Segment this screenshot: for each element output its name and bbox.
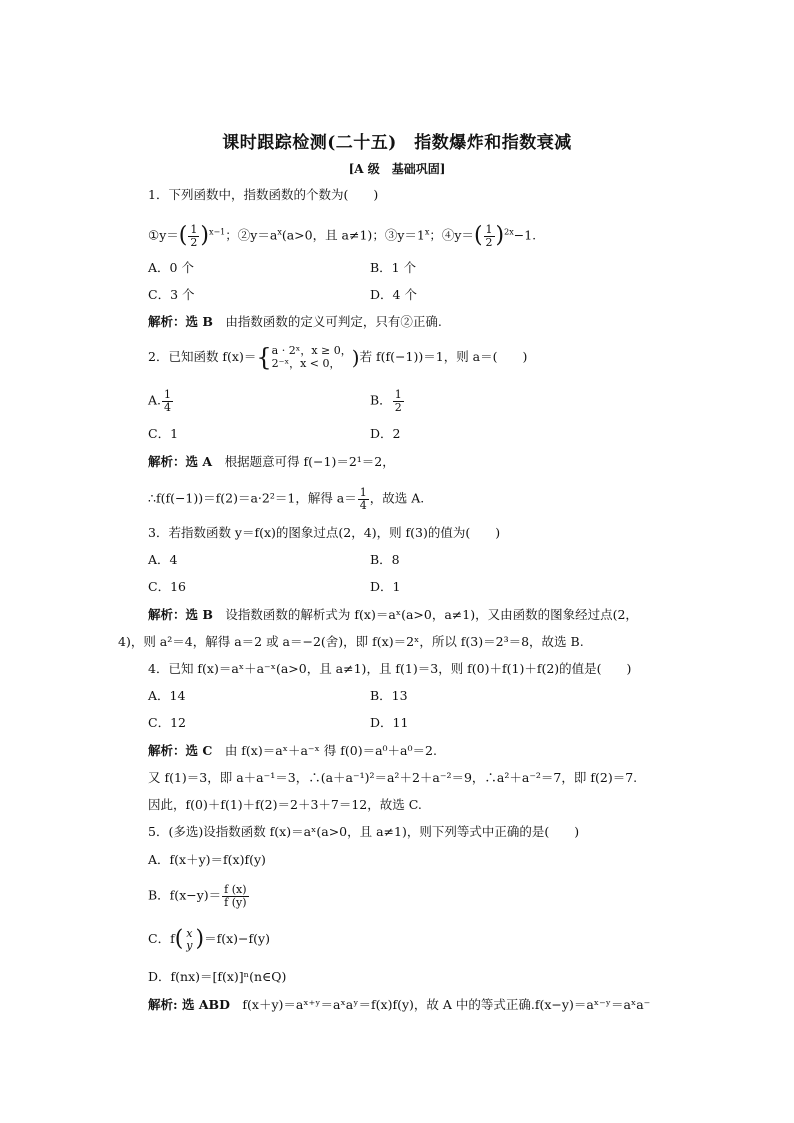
q2-case-1: a · 2ˣ，x ≥ 0， bbox=[271, 344, 352, 357]
paren-close: ) bbox=[200, 223, 209, 249]
q4-option-b: B．13 bbox=[370, 688, 408, 703]
q1-functions bbox=[148, 224, 536, 248]
q1-f1-exponent: x−1 bbox=[208, 227, 226, 237]
solution-label: 解析：选 C bbox=[148, 743, 213, 758]
solution-label: 解析：选 B bbox=[148, 607, 213, 622]
q3-option-a: A．4 bbox=[148, 552, 178, 567]
q4-option-a: A．14 bbox=[148, 688, 186, 703]
q5-stem: 5．(多选)设指数函数 f(x)＝aˣ(a>0，且 a≠1)，则下列等式中正确的是( ) bbox=[148, 824, 580, 839]
q1-f1-prefix: ①y＝ bbox=[148, 227, 179, 243]
paren-open: ( bbox=[174, 926, 184, 952]
q1-sep: ； bbox=[429, 227, 442, 243]
solution-text: 由指数函数的定义可判定，只有②正确. bbox=[212, 314, 442, 329]
q5-option-a: A．f(x＋y)＝f(x)f(y) bbox=[148, 852, 266, 867]
q5-option-b: B．f(x−y)＝ $\frac{f (x)}{f (y)}$ bbox=[148, 883, 247, 909]
q1-option-b: B．1 个 bbox=[370, 260, 417, 275]
q5-option-c: C．f( x y )＝f(x)−f(y) bbox=[148, 926, 270, 952]
q5-solution-line-1: 解析: 选 ABD f(x＋y)＝aˣ⁺ʸ＝aˣaʸ＝f(x)f(y)，故 A 中的等式正确.f(x−y)＝aˣ⁻ʸ＝aˣa⁻ bbox=[148, 997, 651, 1012]
q2-option-b: B． $\frac{1}{2}$ bbox=[370, 388, 402, 414]
q2-stem-suffix: 若 f(f(−1))＝1，则 a＝( ) bbox=[359, 349, 528, 365]
q1-f4-exponent: 2x bbox=[504, 227, 514, 237]
q1-f4-prefix: ④y＝ bbox=[441, 227, 474, 243]
q5-option-d: D．f(nx)＝[f(x)]ⁿ(n∈Q) bbox=[148, 969, 287, 984]
q2-stem-prefix: 2．已知函数 f(x)＝ bbox=[148, 349, 257, 365]
level-heading: [A 级 基础巩固] bbox=[348, 162, 446, 176]
q3-stem: 3．若指数函数 y＝f(x)的图象过点(2，4)，则 f(3)的值为( ) bbox=[148, 525, 501, 540]
q1-f4-fraction: $\frac{1}{2}$ bbox=[485, 223, 493, 249]
q1-stem: 1．下列函数中，指数函数的个数为( ) bbox=[148, 187, 379, 202]
q2-option-d: D．2 bbox=[370, 426, 401, 441]
q1-f2-condition: (a>0，且 a≠1)； bbox=[281, 227, 385, 243]
q1-f3: ③y＝1 bbox=[384, 227, 425, 243]
q4-solution-line-3: 因此，f(0)＋f(1)＋f(2)＝2＋3＋7＝12，故选 C. bbox=[148, 797, 422, 812]
q1-f1-fraction: $\frac{1}{2}$ bbox=[190, 223, 198, 249]
q4-stem: 4．已知 f(x)＝aˣ＋a⁻ˣ(a>0，且 a≠1)，且 f(1)＝3，则 f(0)＋f(1)＋f(2)的值是( ) bbox=[148, 661, 632, 676]
q1-option-d: D．4 个 bbox=[370, 287, 417, 302]
page-title: 课时跟踪检测(二十五) 指数爆炸和指数衰减 bbox=[222, 133, 572, 153]
solution-label: 解析：选 A bbox=[148, 454, 213, 469]
q2-case-2: 2⁻ˣ，x < 0， bbox=[271, 356, 341, 370]
q2-piecewise bbox=[272, 345, 352, 370]
q4-option-c: C．12 bbox=[148, 715, 186, 730]
q2-option-a: A. $\frac{1}{4}$ bbox=[148, 388, 172, 414]
q1-f4-tail: −1. bbox=[513, 227, 537, 243]
solution-label: 解析: 选 ABD bbox=[148, 997, 230, 1012]
q3-solution-line-1: 解析：选 B 设指数函数的解析式为 f(x)＝aˣ(a>0，a≠1)，又由函数的图象经过点(2， bbox=[148, 607, 638, 622]
q3-option-d: D．1 bbox=[370, 579, 401, 594]
q3-option-c: C．16 bbox=[148, 579, 186, 594]
q1-option-a: A．0 个 bbox=[148, 260, 194, 275]
q4-solution-line-1: 解析：选 C 由 f(x)＝aˣ＋a⁻ˣ 得 f(0)＝a⁰＋a⁰＝2. bbox=[148, 743, 437, 758]
q2-solution-line-2: ∴f(f(−1))＝f(2)＝a·2²＝1，解得 a＝ $\frac{1}{4}$ ，故选 A. bbox=[148, 486, 425, 512]
paren-close: ) bbox=[195, 926, 205, 952]
paren-close: ) bbox=[351, 345, 360, 370]
q1-f2-exponent: x bbox=[277, 227, 282, 237]
q1-option-c: C．3 个 bbox=[148, 287, 195, 302]
q2-option-c: C．1 bbox=[148, 426, 179, 441]
q3-option-b: B．8 bbox=[370, 552, 400, 567]
q2-stem bbox=[148, 345, 527, 370]
q1-f3-exponent: x bbox=[424, 227, 430, 237]
q1-solution bbox=[148, 316, 442, 329]
paren-open: ( bbox=[178, 223, 188, 249]
q1-sep: ； bbox=[225, 227, 238, 243]
paren-open: ( bbox=[473, 223, 483, 249]
q4-option-d: D．11 bbox=[370, 715, 409, 730]
q1-f2: ②y＝a bbox=[237, 227, 278, 243]
brace-icon: { bbox=[256, 343, 272, 372]
solution-label: 解析：选 B bbox=[148, 314, 213, 329]
q3-solution-line-2: 4)，则 a²＝4，解得 a＝2 或 a＝−2(舍)，即 f(x)＝2ˣ，所以 f(3)＝2³＝8，故选 B. bbox=[118, 634, 584, 649]
q2-solution-line-1: 解析：选 A 根据题意可得 f(−1)＝2¹＝2， bbox=[148, 454, 395, 469]
paren-close: ) bbox=[495, 223, 505, 249]
q4-solution-line-2: 又 f(1)＝3，即 a＋a⁻¹＝3，∴(a＋a⁻¹)²＝a²＋2＋a⁻²＝9，∴a²＋a⁻²＝7，即 f(2)＝7. bbox=[148, 770, 638, 785]
